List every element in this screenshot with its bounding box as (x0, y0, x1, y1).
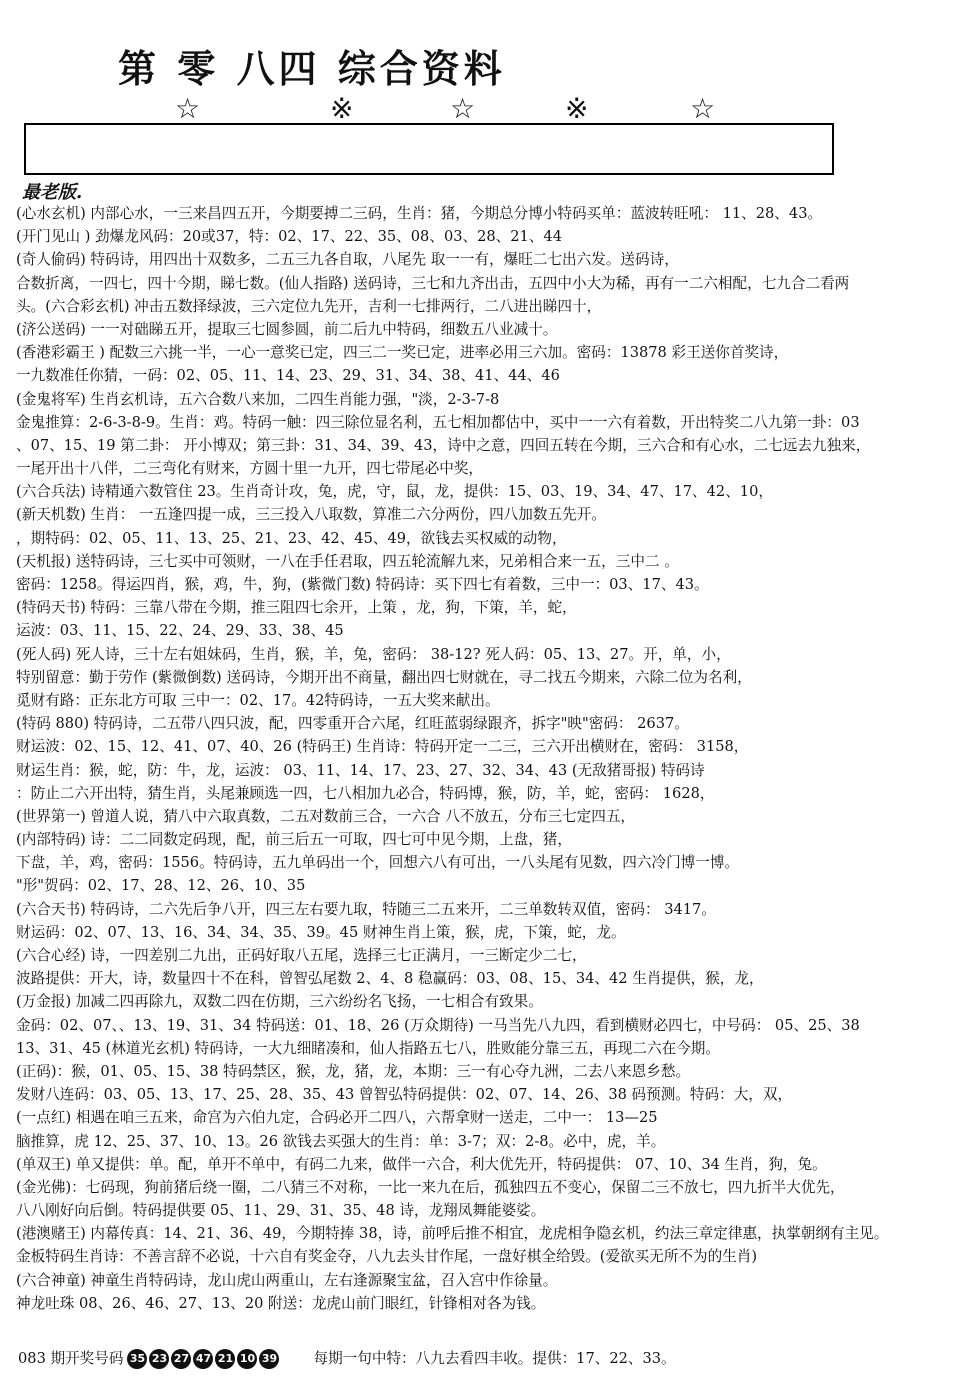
content-line: 一九数准任你猜，一码：02、05、11、14、23、29、31、34、38、41、44、46 (16, 367, 560, 385)
content-line: (天机报) 送特码诗，三七买中可领财，一八在手任君取，四五轮流解九来，兄弟相合来一五，三中二 。 (16, 552, 679, 570)
draw-balls (127, 1349, 281, 1369)
content-line: 金码：02、07、、13、19、31、34 特码送：01、18、26 (万众期待) 一马当先八九四，看到横财必四七，中号码： 05、25、38 (16, 1016, 860, 1034)
content-line: (金鬼将军) 生肖玄机诗，五六合数八来加，二四生肖能力强，"淡，2-3-7-8 (16, 390, 500, 408)
content-line: 运波：03、11、15、22、24、29、33、38、45 (16, 622, 344, 640)
content-line: ，期特码：02、05、11、13、25、21、23、42、45、49，欲钱去买权威的动物， (16, 529, 567, 547)
content-line: (奇人偷码) 特码诗，用四出十双数多，二五三九各自取，八尾先 取一一有，爆旺二七出六发。送码诗， (16, 251, 679, 269)
content-line: 、07、15、19 第二卦： 开小博双；第三卦：31、34、39、43，诗中之意，四回五转在今期，三六合和有心水，二七远去九独来， (16, 436, 871, 454)
content-line: "形"贺码：02、17、28、12、26、10、35 (16, 877, 306, 895)
reference-mark-icon: ※ (565, 92, 589, 125)
content-line: ：防止二六开出特，猜生肖，头尾兼顾选一四，七八相加九必合，特码博，猴，防，羊，蛇，密码： 1628， (16, 784, 715, 802)
content-line: 合数折离，一四七，四十今期，睇七数。(仙人指路) 送码诗，三七和九齐出击，五四中小大为稀，再有一二六相配，七九合二看两 (16, 274, 850, 292)
content-line: (正码)：猴，01、05、15、38 特码禁区，猴，龙，猪，龙，本期：三一有心夺九洲，二去八来恩乡愁。 (16, 1062, 691, 1080)
content-line: 财运波：02、15、12、41、07、40、26 (特码王) 生肖诗：特码开定一二三，三六开出横财在，密码： 3158， (16, 738, 749, 756)
draw-ball: 47 (193, 1349, 213, 1369)
draw-ball: 27 (171, 1349, 191, 1369)
content-line: 13、31、45 (林道光玄机) 特码诗，一大九细睹凑和，仙人指路五七八，胜败能分靠三五，再现二六在今期。 (16, 1039, 720, 1057)
content-lines (16, 202, 966, 1315)
footer-row (18, 1345, 676, 1373)
content-line: 财运生肖：猴，蛇，防：牛，龙，运波： 03、11、14、17、23、27、32、34、43 (无敌猪哥报) 特码诗 (16, 761, 705, 779)
content-line: (单双王) 单又提供：单。配，单开不单中，有码二九来，做伴一六合，利大优先开，特码提供： 07、10、34 生肖，狗，兔。 (16, 1155, 827, 1173)
content-line: 金鬼推算：2-6-3-8-9。生肖：鸡。特码一触：四三除位显名利，五七相加都估中，买中一一六有着数，开出特奖二八九第一卦：03 (16, 413, 860, 431)
content-line: 下盘，羊，鸡，密码：1556。特码诗，五九单码出一个，回想六八有可出，一八头尾有见数，四六冷门博一博。 (16, 854, 740, 872)
footer-tail-text: 每期一句中特：八九去看四丰收。提供：17、22、33。 (313, 1350, 676, 1367)
content-line: 觅财有路：正东北方可取 三中一：02、17。42特码诗，一五大奖来献出。 (16, 691, 500, 709)
reference-mark-icon: ※ (330, 92, 354, 125)
page-title: 第 零 八四 综合资料 (118, 46, 506, 91)
content-line: (六合兵法) 诗精通六数管住 23。生肖奇计攻，兔，虎，守，鼠，龙，提供：15、03、19、34、47、17、42、10， (16, 483, 773, 501)
content-line: 波路提供：开大，诗，数量四十不在科，曾智弘尾数 2、4、8 稳赢码：03、08、15、34、42 生肖提供，猴，龙， (16, 970, 764, 988)
content-line: (六合神童) 神童生肖特码诗，龙山虎山两重山，左右逢源聚宝盆，召入宫中作徐量。 (16, 1271, 558, 1289)
content-line: (特码天书) 特码：三靠八带在今期，推三阻四七余开，上策 ，龙，狗，下策，羊，蛇， (16, 599, 577, 617)
content-line: (济公送码) 一一对础睇五开，提取三七圆参圆，前二后九中特码，细数五八业减十。 (16, 320, 558, 338)
edition-label: 最老版. (22, 182, 83, 203)
empty-banner-box (24, 123, 834, 175)
content-line: (心水玄机) 内部心水，一三来昌四五开，今期要搏二三码，生肖：猪，今期总分博小特码买单：蓝波转旺吼： 11、28、43。 (16, 205, 823, 222)
draw-ball: 23 (149, 1349, 169, 1369)
draw-ball: 10 (237, 1349, 257, 1369)
content-line: (金光佛)：七码现，狗前猪后绕一圈，二八猜三不对称，一比一来九在后，孤独四五不变心，保留二三不放七，四九折半大优先， (16, 1178, 845, 1196)
content-line: (开门见山 ) 劲爆龙风码：20或37，特：02、17、22、35、08、03、28、21、44 (16, 228, 562, 246)
content-line: 发财八连码：03、05、13、17、25、28、35、43 曾智弘特码提供：02、07、14、26、38 码预测。特码：大，双， (16, 1086, 793, 1104)
content-line: (新天机数) 生肖： 一五逢四提一成，三三投入八取数，算准二六分两份，四八加数五先开。 (16, 506, 606, 524)
draw-number-label: 083 期开奖号码 (18, 1350, 124, 1367)
content-line: 特别留意：勤于劳作 (紫微倒数) 送码诗，今期开出不商量，翻出四七财就在，寻二找五今期来，六除二位为名利， (16, 668, 752, 686)
content-line: 密码：1258。得运四肖，猴，鸡，牛，狗，(紫微门数) 特码诗：买下四七有着数，三中一：03、17、43。 (16, 576, 709, 593)
content-line: (万金报) 加减二四再除九，双数二四在仿期，三六纷纷名飞扬，一七相合有致果。 (16, 993, 543, 1011)
content-line: (内部特码) 诗：二二同数定码现，配，前三后五一可取，四七可中见今期，上盘，猪， (16, 831, 572, 849)
content-line: 头。(六合彩玄机) 冲击五数择绿波，三六定位九先开，吉利一七排两行，二八进出睇四十， (16, 297, 602, 315)
content-line: (死人码) 死人诗，三十左右姐妹码，生肖，猴，羊，兔，密码： 38-12? 死人码：05、13、27。开，单，小， (16, 645, 731, 663)
content-line: (香港彩霸王 ) 配数三六挑一半，一心一意奖已定，四三二一奖已定，进率必用三六加。密码：13878 彩王送你首奖诗， (16, 344, 789, 362)
draw-ball: 21 (215, 1349, 235, 1369)
content-line: (港澳赌王) 内幕传真：14、21、36、49，今期特捧 38，诗，前呼后推不相宜，龙虎相争隐玄机，约法三章定律惠，执掌朝纲有主见。 (16, 1225, 889, 1243)
draw-ball: 39 (259, 1349, 279, 1369)
content-line: 财运码：02、07、13、16、34、34、35、39。45 财神生肖上策，猴，虎，下策，蛇，龙。 (16, 923, 626, 941)
content-line: 脑推算，虎 12、25、37、10、13。26 欲钱去买强大的生肖：单：3-7；双：2-8。必中，虎，羊。 (16, 1132, 666, 1150)
decoration-row (160, 92, 730, 125)
star-icon: ☆ (450, 92, 476, 125)
content-line: 金板特码生肖诗：不善言辞不必说，十六自有奖金夺，八九去头甘作尾，一盘好棋全给毁。(爱欲买无所不为的生肖) (16, 1248, 758, 1266)
content-line: (世界第一) 曾道人说，猜八中六取真数，二五对数前三合，一六合 八不放五，分布三七定四五， (16, 807, 636, 825)
star-icon: ☆ (175, 92, 201, 125)
content-line: (特码 880) 特码诗，二五带八四只波，配，四零重开合六尾，红旺蓝弱绿跟齐，拆字"映"密码： 2637。 (16, 715, 689, 733)
star-icon: ☆ (690, 92, 716, 125)
content-line: 八八刚好向后倒。特码提供要 05、11、29、31、35、48 诗，龙翔凤舞能婆娑。 (16, 1202, 546, 1220)
draw-ball: 35 (127, 1349, 147, 1369)
content-line: (六合心经) 诗，一四差别二九出，正码好取八五尾，选择三七正满月，一三断定少二七， (16, 947, 587, 964)
content-line: 一尾开出十八伴，二三弯化有财来，方圆十里一九开，四七带尾必中奖， (16, 460, 484, 478)
content-line: (六合天书) 特码诗，二六先后争八开，四三左右要九取，特随三二五来开，二三单数转双值，密码： 3417。 (16, 900, 716, 918)
content-line: (一点红) 相遇在咱三五来，命宫为六伯九定，合码必开二四八，六帮拿财一送走，二中一： 13—25 (16, 1109, 658, 1127)
content-line: 神龙吐珠 08、26、46、27、13、20 附送：龙虎山前门眼红，针锋相对各为钱。 (16, 1294, 546, 1312)
